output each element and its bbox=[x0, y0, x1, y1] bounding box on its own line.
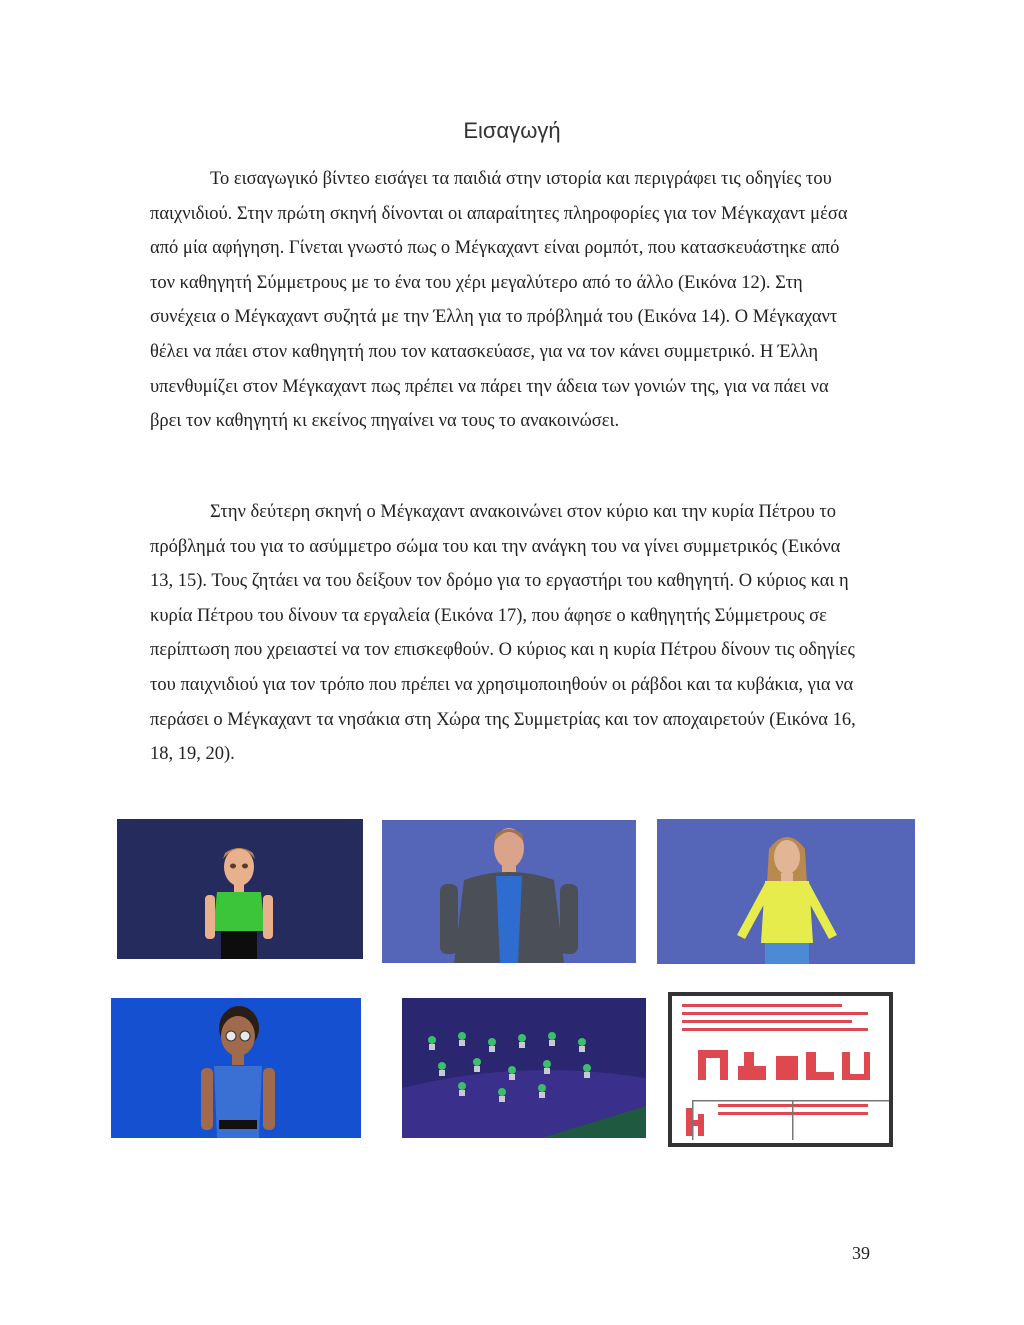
professor-illustration bbox=[382, 820, 636, 963]
rods-illustration bbox=[672, 996, 889, 1143]
page-number: 39 bbox=[852, 1243, 870, 1263]
islands-illustration bbox=[402, 998, 646, 1138]
paragraph-1: Το εισαγωγικό βίντεο εισάγει τα παιδιά στην ιστορία και περιγράφει τις οδηγίες του παιχνιδιού. Στην πρώτη σκηνή δίνονται οι απαραίτητες πληροφορίες για τον Μέγκαχαντ μέσα από μία αφήγηση. Γίνεται γνωστό πως ο Μέγκαχαντ είναι ρομπότ, που κατασκευάστηκε από τον καθηγητή Σύμμετρους με το ένα του χέρι μεγαλύτερο από το άλλο (Εικόνα 12). Στη συνέχεια ο Μέγκαχαντ συζητά με την Έλλη για το πρόβλημά του (Εικόνα 14). Ο Μέγκαχαντ θέλει να πάει στον καθηγητή που τον κατασκεύασε, για να τον κάνει συμμετρικό. Η Έλλη υπενθυμίζει στον Μέγκαχαντ πως πρέπει να πάρει την άδεια των γονιών της, για να πάει να βρει τον καθηγητή κι εκείνος πηγαίνει να τους το ανακοινώσει. bbox=[150, 169, 848, 432]
woman-illustration bbox=[111, 998, 361, 1138]
figure-professor bbox=[382, 820, 636, 963]
figure-islands bbox=[402, 998, 646, 1138]
figure-woman-petrou bbox=[111, 998, 361, 1138]
section-title: Εισαγωγή bbox=[463, 118, 561, 143]
girl-illustration bbox=[657, 819, 915, 964]
paragraph-2: Στην δεύτερη σκηνή ο Μέγκαχαντ ανακοινώνει στον κύριο και την κυρία Πέτρου το πρόβλημά του για το ασύμμετρο σώμα του και την ανάγκη του να γίνει συμμετρικός (Εικόνα 13, 15). Τους ζητάει να του δείξουν τον δρόμο για το εργαστήρι του καθηγητή. Ο κύριος και η κυρία Πέτρου του δίνουν τα εργαλεία (Εικόνα 17), που άφησε ο καθηγητής Σύμμετρους σε περίπτωση που χρειαστεί να τον επισκεφθούν. Ο κύριος και η κυρία Πέτρου δίνουν τις οδηγίες του παιχνιδιού για τον τρόπο που πρέπει να χρησιμοποιηθούν οι ράβδοι και τα κυβάκια, για να περάσει ο Μέγκαχαντ τα νησάκια στη Χώρα της Συμμετρίας και τον αποχαιρετούν (Εικόνα 16, 18, 19, 20). bbox=[150, 502, 856, 765]
figure-tools-rods bbox=[668, 992, 893, 1147]
figure-robot-boy bbox=[117, 819, 363, 959]
figure-girl-elli bbox=[657, 819, 915, 964]
robot-boy-illustration bbox=[117, 819, 363, 959]
